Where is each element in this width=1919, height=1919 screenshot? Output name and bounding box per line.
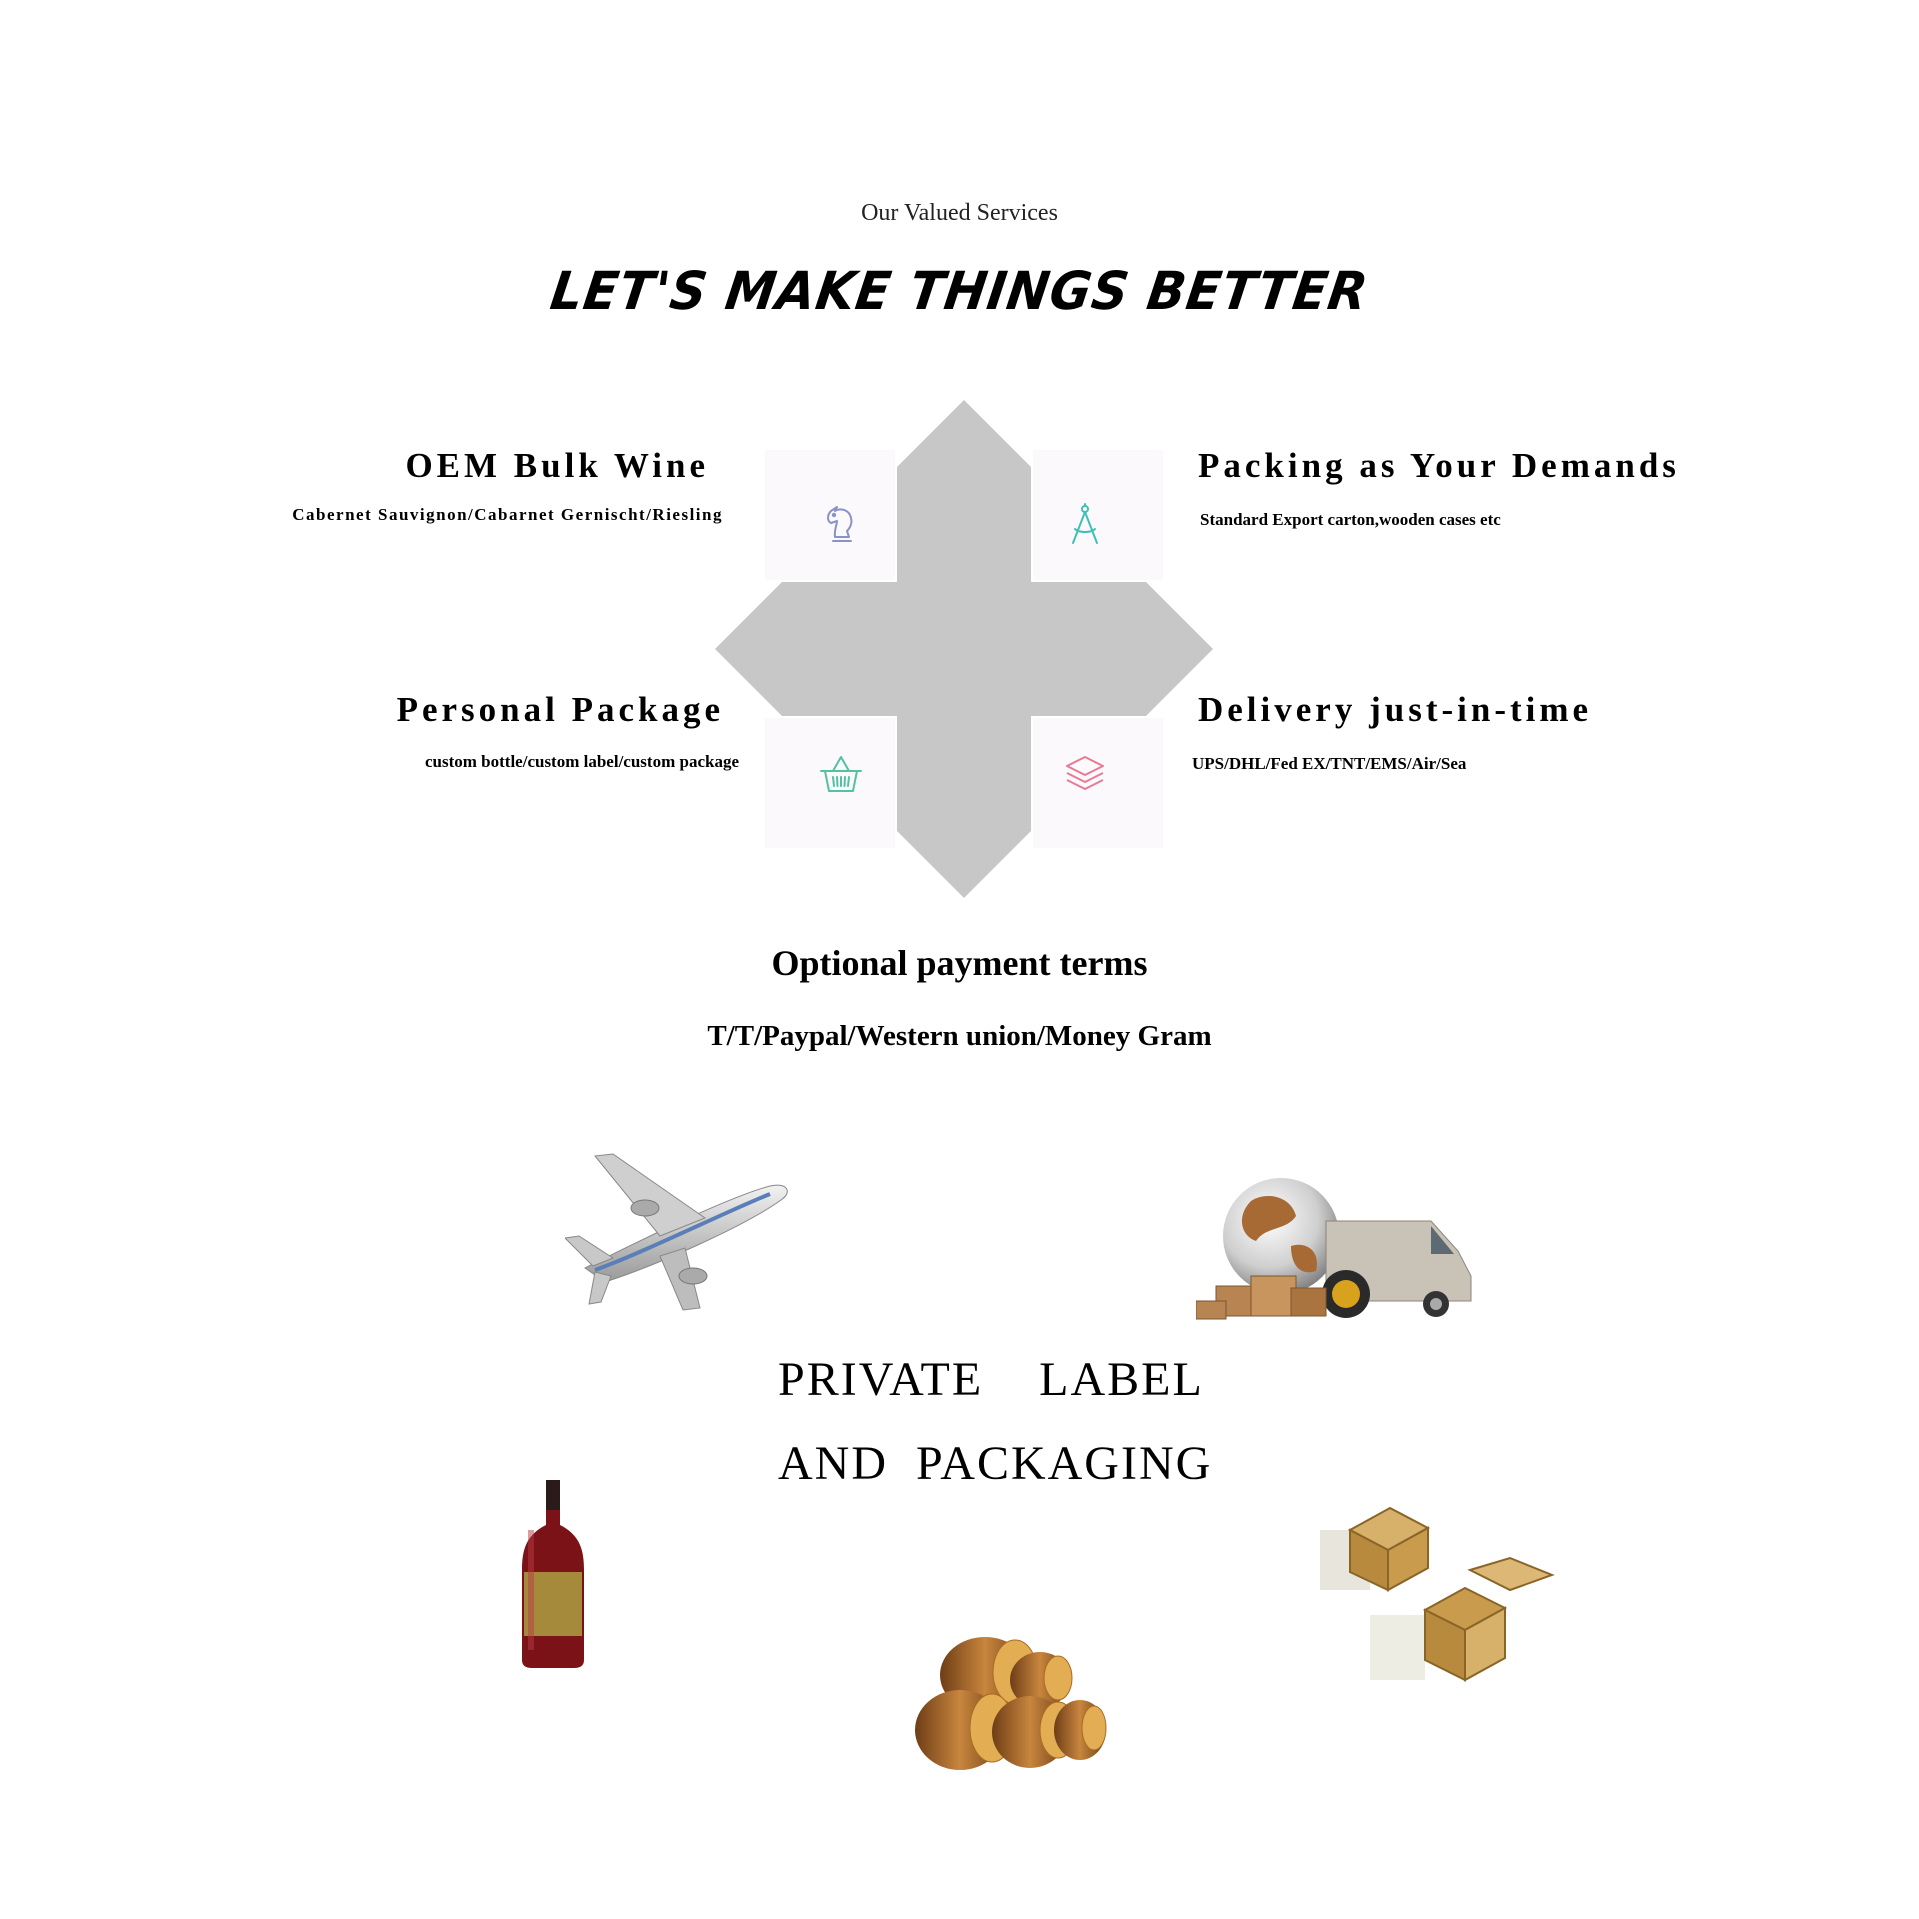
service-title-delivery: Delivery just-in-time (1198, 690, 1593, 729)
compass-icon (1052, 492, 1118, 558)
service-desc-delivery: UPS/DHL/Fed EX/TNT/EMS/Air/Sea (1192, 754, 1467, 773)
service-title-oem: OEM Bulk Wine (405, 446, 709, 485)
chess-knight-icon (808, 492, 874, 558)
private-label-line1: PRIVATE LABEL (778, 1353, 1204, 1406)
section-headline: LET'S MAKE THINGS BETTER (546, 260, 1373, 322)
wine-bottle-image (520, 1480, 590, 1670)
wooden-crates-image (1320, 1490, 1560, 1690)
section-subtitle: Our Valued Services (861, 200, 1058, 226)
basket-icon (808, 742, 874, 808)
layers-icon (1052, 742, 1118, 808)
payment-title: Optional payment terms (771, 943, 1148, 983)
payment-description: T/T/Paypal/Western union/Money Gram (707, 1020, 1212, 1052)
service-desc-personal: custom bottle/custom label/custom package (424, 752, 739, 771)
wine-barrels-image (910, 1630, 1110, 1780)
service-title-personal: Personal Package (396, 690, 724, 729)
airplane-image (565, 1148, 795, 1318)
service-title-packing: Packing as Your Demands (1198, 446, 1680, 485)
cross-graphic (715, 400, 1213, 898)
private-label-line2: AND PACKAGING (778, 1437, 1213, 1490)
cross-shape (715, 400, 1213, 898)
service-desc-oem: Cabernet Sauvignon/Cabarnet Gernischt/Riesling (292, 505, 723, 524)
service-desc-packing: Standard Export carton,wooden cases etc (1200, 510, 1501, 529)
globe-van-image (1196, 1176, 1476, 1321)
